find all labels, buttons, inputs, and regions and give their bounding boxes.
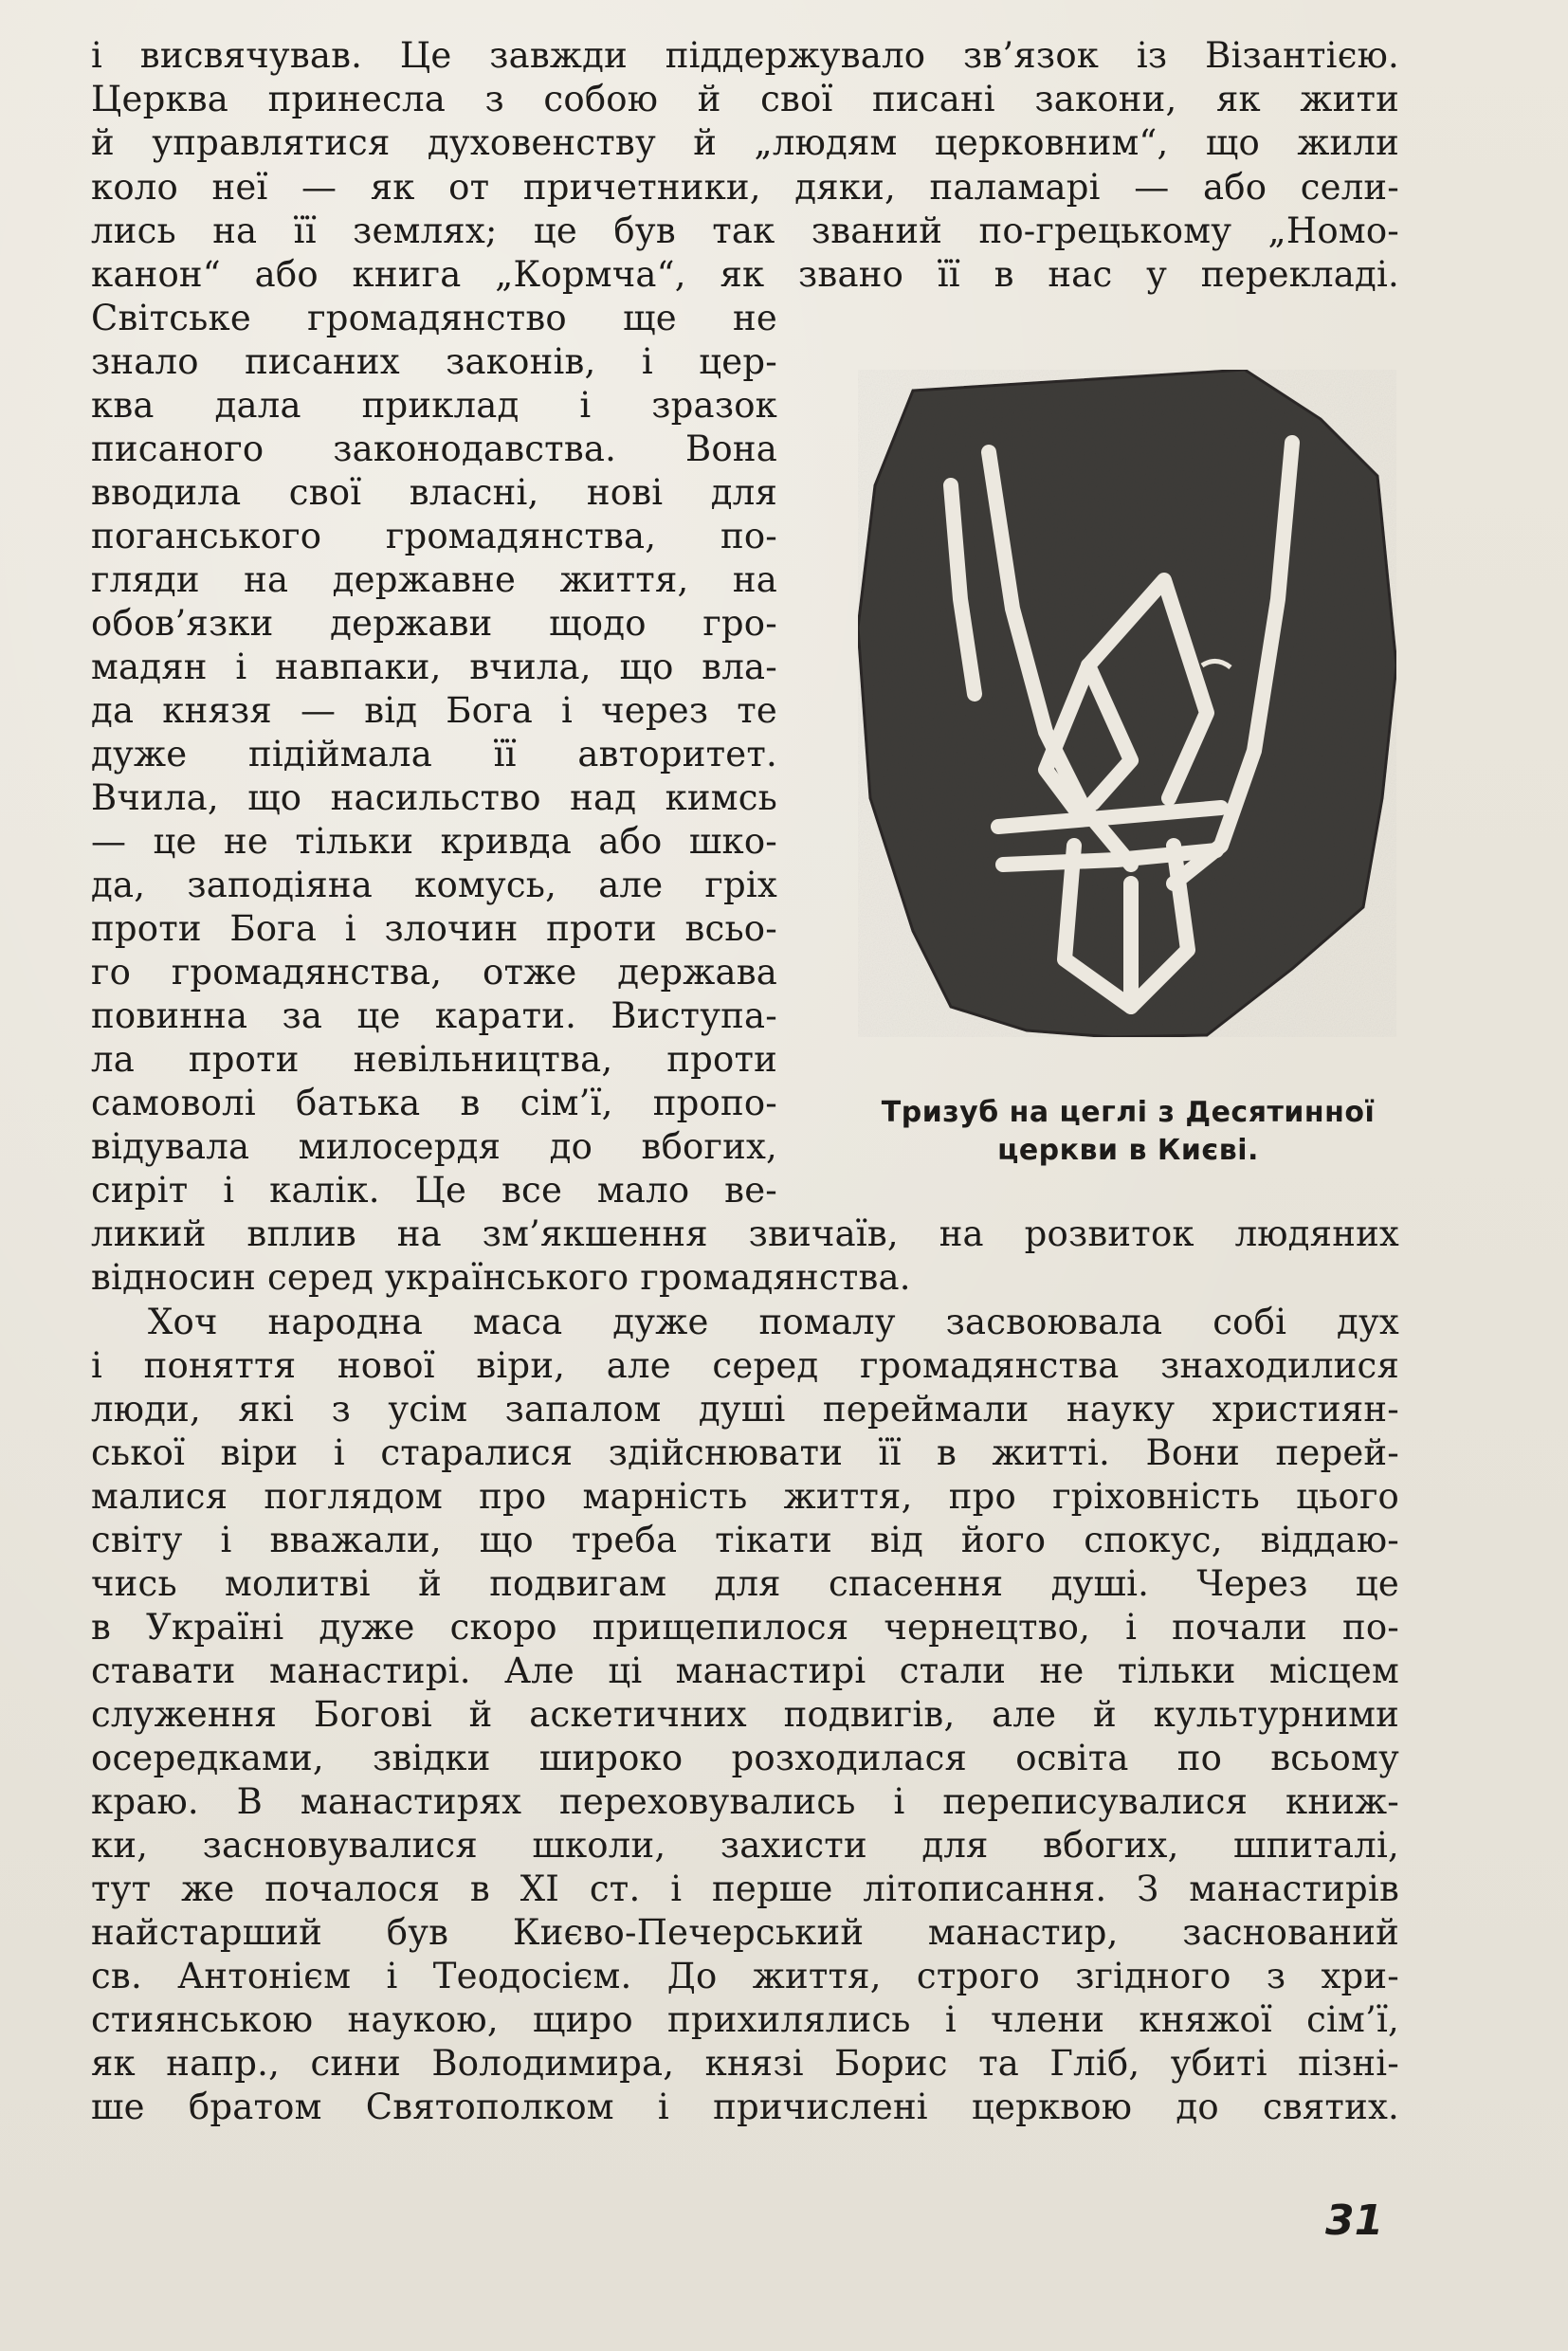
- text-line: відносин серед українського громадянства.: [91, 1257, 911, 1298]
- text-line: да, заподіяна комусь, але гріх: [91, 865, 777, 905]
- text-line: ки, засновувалися школи, захисти для вбогих, шпиталі,: [91, 1825, 1399, 1866]
- text-line: ква дала приклад і зразок: [91, 385, 777, 426]
- text-line: Світське громадянство ще не: [91, 298, 777, 338]
- text-line: відувала милосердя до вбогих,: [91, 1126, 777, 1167]
- text-line: коло неї — як от причетники, дяки, паламарі — або сели-: [91, 167, 1399, 208]
- text-line: осередками, звідки широко розходилася освіта по всьому: [91, 1738, 1399, 1778]
- text-line: сиріт і калік. Це все мало ве-: [91, 1170, 777, 1211]
- text-line: найстарший був Києво-Печерський манастир, заснований: [91, 1912, 1399, 1953]
- text-line: Церква принесла з собою й свої писані закони, як жити: [91, 79, 1399, 119]
- text-line: мадян і навпаки, вчила, що вла-: [91, 647, 777, 687]
- text-line: Вчила, що насильство над кимсь: [91, 777, 777, 818]
- text-line: як напр., сини Володимира, князі Борис та Гліб, убиті пізні-: [91, 2043, 1399, 2084]
- trident-on-brick-icon: [847, 353, 1408, 1062]
- text-line: св. Антонієм і Теодосієм. До життя, строго згідного з хри-: [91, 1956, 1399, 1996]
- text-line: ставати манастирі. Але ці манастирі стали не тільки місцем: [91, 1650, 1399, 1691]
- page-number: 31: [1325, 2196, 1384, 2245]
- text-line: гляди на державне життя, на: [91, 559, 777, 600]
- figure-caption-line: церкви в Києві.: [997, 1134, 1259, 1167]
- text-line: повинна за це карати. Виступа-: [91, 995, 777, 1036]
- text-line: ла проти невільництва, проти: [91, 1039, 777, 1080]
- text-line: люди, які з усім запалом душі переймали науку християн-: [91, 1389, 1399, 1430]
- text-line: малися поглядом про марність життя, про гріховність цього: [91, 1476, 1399, 1517]
- text-line: писаного законодавства. Вона: [91, 428, 777, 469]
- text-line: — це не тільки кривда або шко-: [91, 821, 777, 862]
- text-line: канон“ або книга „Кормча“, як звано її в нас у перекладі.: [91, 254, 1399, 295]
- text-line: тут же почалося в XI ст. і перше літописання. З манастирів: [91, 1868, 1399, 1909]
- text-line: світу і вважали, що треба тікати від його спокус, віддаю-: [91, 1520, 1399, 1560]
- text-line: в Україні дуже скоро прищепилося чернецтво, і почали по-: [91, 1607, 1399, 1648]
- text-line: і поняття нової віри, але серед громадянства знаходилися: [91, 1345, 1399, 1386]
- text-line: поганського громадянства, по-: [91, 516, 777, 556]
- text-line: чись молитві й подвигам для спасення душі. Через це: [91, 1563, 1399, 1604]
- text-line: вводила свої власні, нові для: [91, 472, 777, 513]
- text-line: проти Бога і злочин проти всьо-: [91, 908, 777, 949]
- text-line: служення Богові й аскетичних подвигів, але й культурними: [91, 1694, 1399, 1735]
- text-line: го громадянства, отже держава: [91, 952, 777, 993]
- text-line: знало писаних законів, і цер-: [91, 341, 777, 382]
- text-line: обов’язки держави щодо гро-: [91, 603, 777, 644]
- text-line: краю. В манастирях переховувались і переписувалися книж-: [91, 1781, 1399, 1822]
- text-line: ської віри і старалися здійснювати її в житті. Вони перей-: [91, 1432, 1399, 1473]
- text-line: ликий вплив на зм’якшення звичаїв, на розвиток людяних: [91, 1213, 1399, 1254]
- text-line: і висвячував. Це завжди піддержувало зв’язок із Візантією.: [91, 35, 1399, 76]
- trident-figure: [847, 353, 1408, 1062]
- text-line: да князя — від Бога і через те: [91, 690, 777, 731]
- text-line: ше братом Святополком і причислені церквою до святих.: [91, 2087, 1399, 2127]
- text-line: й управлятися духовенству й „людям церковним“, що жили: [91, 122, 1399, 163]
- text-line: лись на її землях; це був так званий по-грецькому „Номо-: [91, 210, 1399, 251]
- text-line: стиянською наукою, щиро прихилялись і члени княжої сім’ї,: [91, 1999, 1399, 2040]
- text-line: дуже підіймала її авторитет.: [91, 734, 777, 775]
- figure-caption-line: Тризуб на цеглі з Десятинної: [881, 1096, 1376, 1129]
- text-line: Хоч народна маса дуже помалу засвоювала собі дух: [148, 1302, 1399, 1342]
- text-line: самоволі батька в сім’ї, пропо-: [91, 1083, 777, 1123]
